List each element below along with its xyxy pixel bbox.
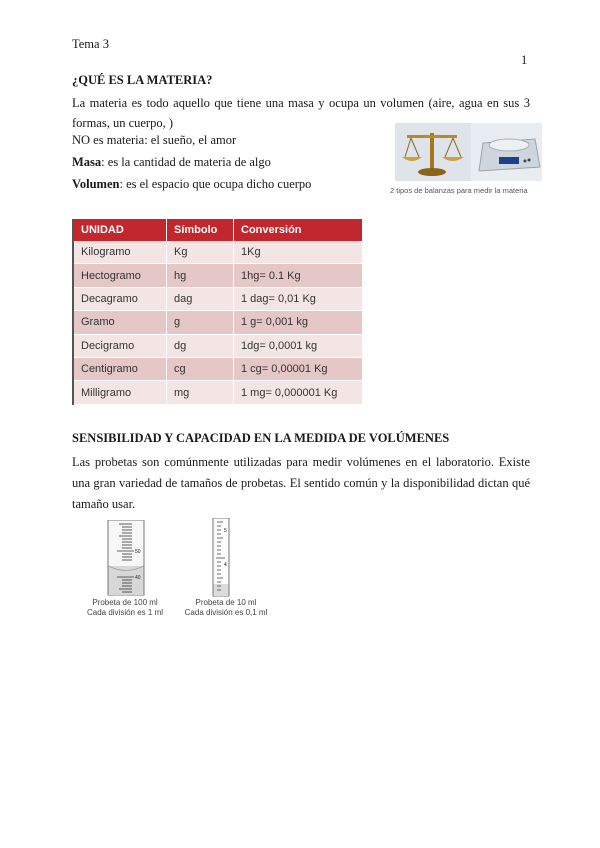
masa-definition: : es la cantidad de materia de algo xyxy=(101,155,271,169)
table-row xyxy=(73,381,362,404)
mark-5-label: 5 xyxy=(224,528,227,534)
symbol-cell: Kg xyxy=(167,241,234,264)
unit-cell: Decigramo xyxy=(73,334,167,357)
table-row xyxy=(73,357,362,380)
units-table xyxy=(72,219,362,405)
conversion-cell: 1 dag= 0,01 Kg xyxy=(234,287,363,310)
not-matter-line: NO es materia: el sueño, el amor xyxy=(72,133,237,147)
volumen-line xyxy=(72,177,311,192)
symbol-cell: dag xyxy=(167,287,234,310)
unit-cell: Hectogramo xyxy=(73,264,167,287)
table-row xyxy=(73,264,362,287)
symbol-cell: cg xyxy=(167,357,234,380)
mark-50-label: 50 xyxy=(135,549,141,555)
column-header: Símbolo xyxy=(167,219,234,241)
probeta-100ml-title: Probeta de 100 ml xyxy=(92,598,158,607)
volumen-definition: : es el espacio que ocupa dicho cuerpo xyxy=(119,177,312,191)
digital-scale-icon xyxy=(479,139,540,171)
probeta-100ml-caption xyxy=(79,598,171,618)
probeta-100ml-division: Cada división es 1 ml xyxy=(86,608,164,617)
column-header: UNIDAD xyxy=(73,219,167,241)
symbol-cell: hg xyxy=(167,264,234,287)
symbol-cell: dg xyxy=(167,334,234,357)
mark-40-label: 40 xyxy=(135,575,141,581)
column-header: Conversión xyxy=(234,219,363,241)
section-heading-materia: ¿QUÉ ES LA MATERIA? xyxy=(72,73,213,87)
mark-4-label: 4 xyxy=(224,562,227,568)
unit-cell: Kilogramo xyxy=(73,241,167,264)
table-row xyxy=(73,287,362,310)
probeta-10ml-figure xyxy=(210,518,236,598)
section-heading-volumenes: SENSIBILIDAD Y CAPACIDAD EN LA MEDIDA DE VOLÚMENES xyxy=(72,431,450,445)
table-row xyxy=(73,241,362,264)
balances-caption: 2 tipos de balanzas para medir la materia xyxy=(390,186,528,195)
conversion-cell: 1dg= 0,0001 kg xyxy=(234,334,363,357)
conversion-cell: 1 g= 0,001 kg xyxy=(234,311,363,334)
conversion-cell: 1 mg= 0,000001 Kg xyxy=(234,381,363,404)
scale-balance-icon xyxy=(395,123,471,181)
probeta-10ml-division: Cada división es 0,1 ml xyxy=(184,608,268,617)
probetas-paragraph: Las probetas son comúnmente utilizadas para medir volúmenes en el laboratorio. Existe una gran variedad de tamaños de probetas. El sentido común y la disponibilidad dictan qué tamaño usar. xyxy=(72,455,530,511)
table-header-row xyxy=(73,219,362,241)
symbol-cell: mg xyxy=(167,381,234,404)
volumen-term: Volumen xyxy=(72,177,120,191)
materia-definition: La materia es todo aquello que tiene una masa y ocupa un volumen (aire, agua en sus 3 formas, un cuerpo, ) xyxy=(72,96,530,130)
unit-cell: Gramo xyxy=(73,311,167,334)
table-row xyxy=(73,311,362,334)
masa-term: Masa xyxy=(72,155,102,169)
page-number: 1 xyxy=(521,53,528,67)
balances-image xyxy=(395,123,542,181)
header-title: Tema 3 xyxy=(72,37,109,51)
masa-line xyxy=(72,155,271,170)
unit-cell: Decagramo xyxy=(73,287,167,310)
conversion-cell: 1hg= 0.1 Kg xyxy=(234,264,363,287)
probeta-100ml-figure xyxy=(107,520,149,596)
conversion-cell: 1 cg= 0,00001 Kg xyxy=(234,357,363,380)
probeta-10ml-title: Probeta de 10 ml xyxy=(195,598,257,607)
unit-cell: Centigramo xyxy=(73,357,167,380)
unit-cell: Milligramo xyxy=(73,381,167,404)
table-row xyxy=(73,334,362,357)
conversion-cell: 1Kg xyxy=(234,241,363,264)
probeta-10ml-caption xyxy=(176,598,276,618)
symbol-cell: g xyxy=(167,311,234,334)
